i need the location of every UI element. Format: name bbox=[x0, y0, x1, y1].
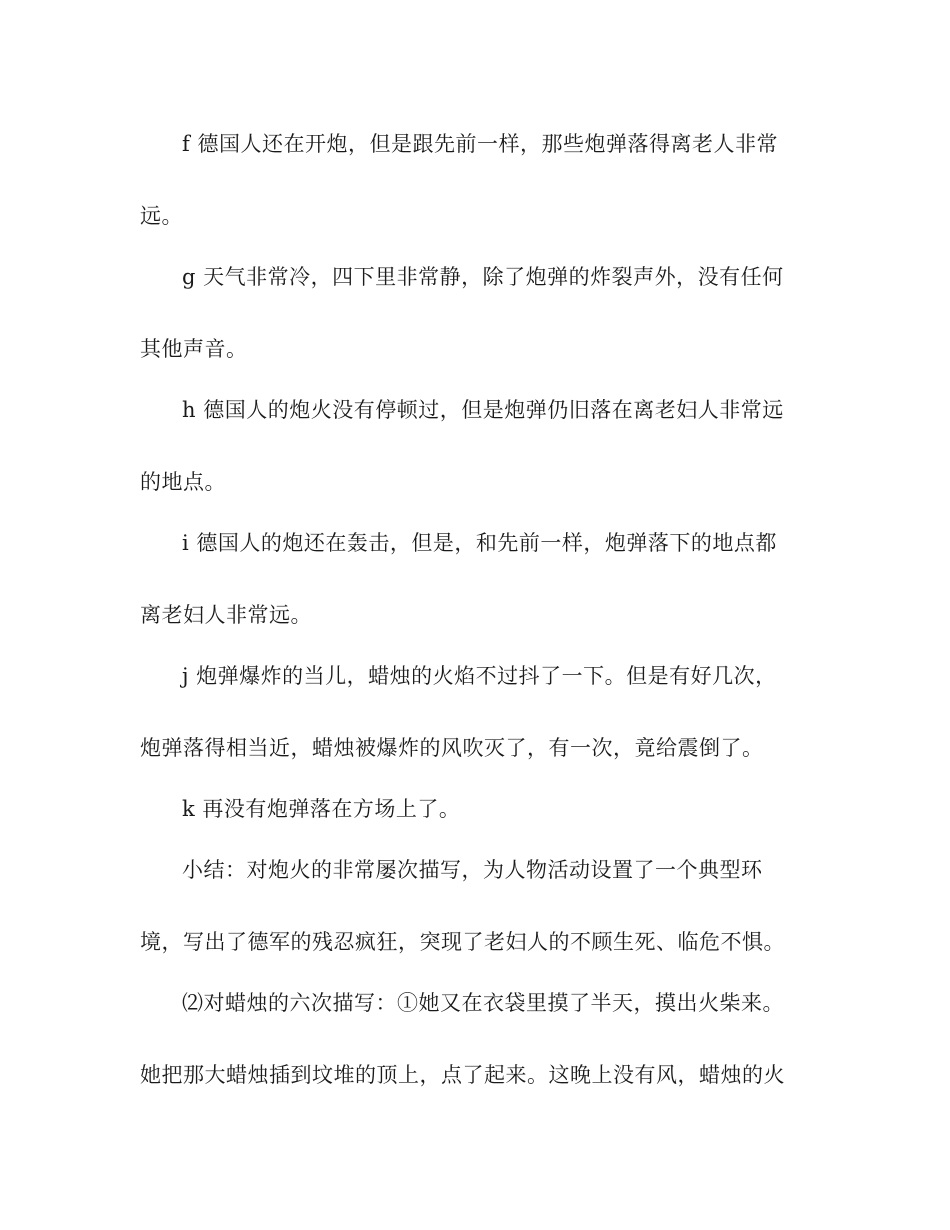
candle-section-line-1: ⑵对蜡烛的六次描写：①她又在衣袋里摸了半天，摸出火柴来。 bbox=[182, 991, 784, 1015]
candle-section-line-2: 她把那大蜡烛插到坟堆的顶上，点了起来。这晚上没有风，蜡烛的火 bbox=[140, 1063, 785, 1087]
paragraph-f-line-1: f 德国人还在开炮，但是跟先前一样，那些炮弹落得离老人非常 bbox=[182, 132, 778, 156]
paragraph-h-line-2: 的地点。 bbox=[140, 470, 226, 494]
paragraph-g-line-2: 其他声音。 bbox=[140, 337, 248, 361]
summary-line-1: 小结：对炮火的非常屡次描写，为人物活动设置了一个典型环 bbox=[182, 858, 763, 882]
paragraph-j-line-1: j 炮弹爆炸的当儿，蜡烛的火焰不过抖了一下。但是有好几次， bbox=[182, 664, 777, 688]
paragraph-k-line-1: k 再没有炮弹落在方场上了。 bbox=[182, 797, 461, 821]
paragraph-h-line-1: h 德国人的炮火没有停顿过，但是炮弹仍旧落在离老妇人非常远 bbox=[182, 398, 784, 422]
summary-line-2: 境，写出了德军的残忍疯狂，突现了老妇人的不顾生死、临危不惧。 bbox=[140, 930, 785, 954]
paragraph-i-line-2: 离老妇人非常远。 bbox=[140, 603, 312, 627]
paragraph-f-line-2: 远。 bbox=[140, 204, 183, 228]
paragraph-j-line-2: 炮弹落得相当近，蜡烛被爆炸的风吹灭了，有一次，竟给震倒了。 bbox=[140, 736, 764, 760]
paragraph-g-line-1: g 天气非常冷，四下里非常静，除了炮弹的炸裂声外，没有任何 bbox=[182, 265, 784, 289]
paragraph-i-line-1: i 德国人的炮还在轰击，但是，和先前一样，炮弹落下的地点都 bbox=[182, 531, 777, 555]
